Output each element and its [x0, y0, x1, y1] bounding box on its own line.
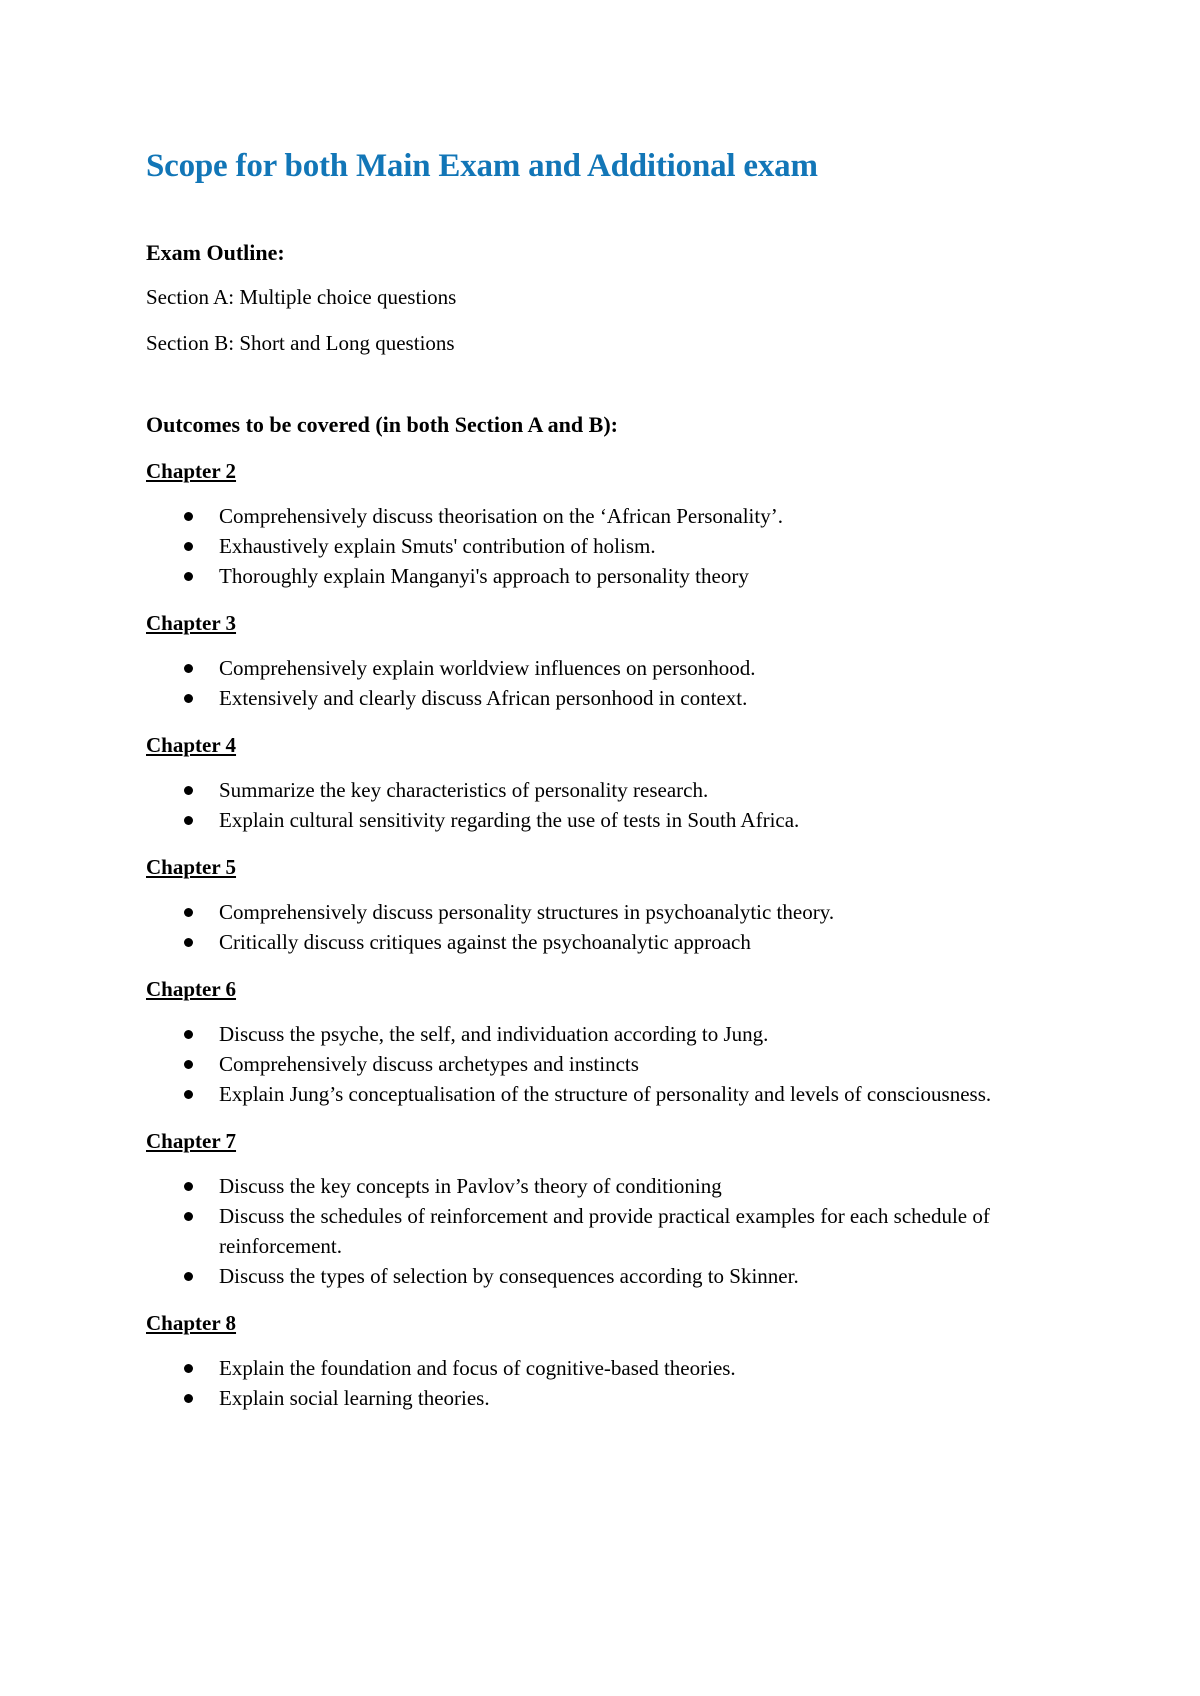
bullet-icon [184, 694, 193, 703]
outcome-list-item [146, 1171, 1026, 1201]
outcome-text: Exhaustively explain Smuts' contribution of holism. [219, 534, 656, 558]
document-title: Scope for both Main Exam and Additional exam [146, 148, 818, 184]
chapter-heading: Chapter 3 [146, 611, 237, 635]
outcome-text: Explain cultural sensitivity regarding the use of tests in South Africa. [219, 808, 800, 832]
outcome-list-item [146, 683, 1026, 713]
chapter-block [146, 713, 1026, 835]
outcome-text: Discuss the schedules of reinforcement and provide practical examples for each schedule of reinforcement. [219, 1204, 990, 1258]
outcome-text: Comprehensively discuss archetypes and instincts [219, 1052, 639, 1076]
chapter-block [146, 591, 1026, 713]
bullet-icon [184, 664, 193, 673]
outcome-list-item [146, 927, 1026, 957]
outcome-list [146, 775, 1026, 835]
bullet-icon [184, 1212, 193, 1221]
chapter-heading: Chapter 8 [146, 1311, 237, 1335]
bullet-icon [184, 572, 193, 581]
outcome-list-item [146, 1353, 1026, 1383]
bullet-icon [184, 908, 193, 917]
document-content [146, 145, 1026, 1413]
outcome-list-item [146, 1201, 1026, 1261]
outcome-list [146, 897, 1026, 957]
chapter-heading: Chapter 5 [146, 855, 237, 879]
bullet-icon [184, 1364, 193, 1373]
bullet-icon [184, 542, 193, 551]
outcome-list-item [146, 1079, 1026, 1109]
bullet-icon [184, 512, 193, 521]
outcome-text: Explain Jung’s conceptualisation of the structure of personality and levels of consciousness. [219, 1082, 992, 1106]
outcome-text: Thoroughly explain Manganyi's approach to personality theory [219, 564, 749, 588]
outcome-list [146, 1353, 1026, 1413]
bullet-icon [184, 1394, 193, 1403]
exam-outline-heading: Exam Outline: [146, 240, 285, 265]
exam-section-line: Section A: Multiple choice questions [146, 285, 457, 309]
outcome-list [146, 1019, 1026, 1109]
chapter-block [146, 439, 1026, 591]
outcome-list-item [146, 1049, 1026, 1079]
outcome-text: Summarize the key characteristics of personality research. [219, 778, 709, 802]
outcome-list [146, 501, 1026, 591]
outcome-list-item [146, 897, 1026, 927]
chapter-heading: Chapter 6 [146, 977, 237, 1001]
outcome-text: Comprehensively discuss theorisation on the ‘African Personality’. [219, 504, 783, 528]
outcome-list-item [146, 1383, 1026, 1413]
bullet-icon [184, 786, 193, 795]
bullet-icon [184, 1060, 193, 1069]
outcome-list-item [146, 775, 1026, 805]
outcome-text: Discuss the key concepts in Pavlov’s theory of conditioning [219, 1174, 722, 1198]
chapter-block [146, 1109, 1026, 1291]
outcome-text: Extensively and clearly discuss African personhood in context. [219, 686, 748, 710]
outcome-text: Discuss the types of selection by consequences according to Skinner. [219, 1264, 799, 1288]
chapter-block [146, 1291, 1026, 1413]
outcome-text: Discuss the psyche, the self, and individuation according to Jung. [219, 1022, 769, 1046]
outcome-list-item [146, 531, 1026, 561]
bullet-icon [184, 1030, 193, 1039]
exam-section-line: Section B: Short and Long questions [146, 331, 455, 355]
outcomes-section [146, 411, 1026, 1413]
outcome-list-item [146, 1261, 1026, 1291]
exam-outline-section [146, 239, 1026, 357]
outcome-list-item [146, 1019, 1026, 1049]
outcome-list-item [146, 653, 1026, 683]
outcome-list-item [146, 561, 1026, 591]
outcome-text: Explain the foundation and focus of cognitive-based theories. [219, 1356, 736, 1380]
bullet-icon [184, 816, 193, 825]
outcome-list-item [146, 501, 1026, 531]
chapter-heading: Chapter 7 [146, 1129, 237, 1153]
outcome-text: Comprehensively explain worldview influences on personhood. [219, 656, 756, 680]
outcomes-heading: Outcomes to be covered (in both Section A and B): [146, 412, 618, 437]
outcome-text: Comprehensively discuss personality structures in psychoanalytic theory. [219, 900, 835, 924]
bullet-icon [184, 1182, 193, 1191]
bullet-icon [184, 938, 193, 947]
outcome-text: Explain social learning theories. [219, 1386, 490, 1410]
chapter-heading: Chapter 4 [146, 733, 237, 757]
bullet-icon [184, 1090, 193, 1099]
bullet-icon [184, 1272, 193, 1281]
outcome-list-item [146, 805, 1026, 835]
chapter-heading: Chapter 2 [146, 459, 237, 483]
outcome-list [146, 1171, 1026, 1291]
outcome-list [146, 653, 1026, 713]
outcome-text: Critically discuss critiques against the psychoanalytic approach [219, 930, 751, 954]
chapter-block [146, 835, 1026, 957]
chapter-block [146, 957, 1026, 1109]
chapter-list [146, 439, 1026, 1413]
